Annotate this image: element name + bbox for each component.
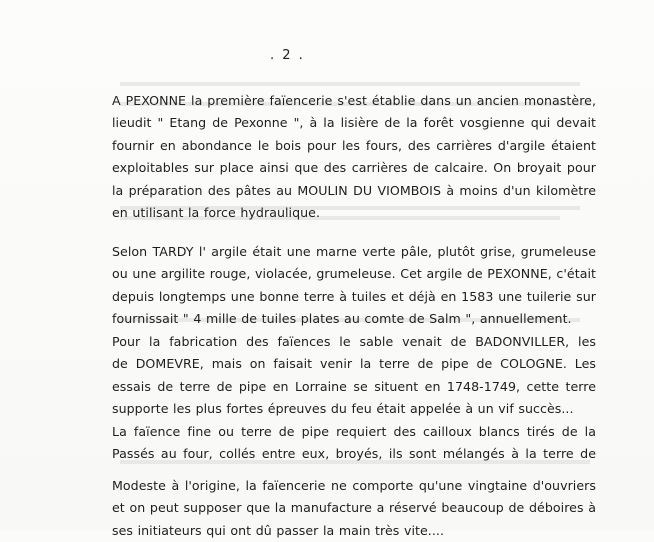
text-line: supporte les plus fortes épreuves du feu était appelée à un vif succès... [112, 401, 574, 417]
paragraph-materials [112, 331, 596, 465]
text-line: Pour la fabrication des faïences le sable venait de BADONVILLER, les [112, 334, 596, 349]
page-number: . 2 . [270, 48, 305, 63]
text-line: ses initiateurs qui ont dû passer la main très vite.... [112, 522, 445, 538]
text-line: de DOMEVRE, mais on faisait venir la terre de pipe de COLOGNE. Les [112, 356, 596, 372]
text-line: exploitables sur place ainsi que des carrières de calcaire. On broyait pour [112, 160, 596, 176]
text-line: lieudit " Etang de Pexonne ", à la lisière de la forêt vosgienne qui devait [112, 115, 596, 131]
text-line: et on peut supposer que la manufacture a réservé beaucoup de déboires à [112, 500, 596, 516]
text-line: A PEXONNE la première faïencerie s'est établie dans un ancien monastère, [112, 93, 596, 108]
text-line: Passés au four, collés entre eux, broyés, ils sont mélangés à la terre de [112, 445, 596, 461]
paragraph-tardy-clay [112, 241, 596, 331]
paragraph-modest-origin [112, 475, 596, 542]
text-line: la préparation des pâtes au MOULIN DU VIOMBOIS à moins d'un kilomètre [112, 182, 596, 198]
text-line: La faïence fine ou terre de pipe requiert des cailloux blancs tirés de la [112, 423, 596, 439]
paragraph-pexonne-founding [112, 90, 596, 224]
text-line: ou une argilite rouge, violacée, grumeleuse. Cet argile de PEXONNE, c'était [112, 266, 596, 282]
text-line: en utilisant la force hydraulique. [112, 204, 321, 220]
text-line: fournissait " 4 mille de tuiles plates au comte de Salm ", annuellement. [112, 311, 572, 327]
text-line: essais de terre de pipe en Lorraine se situent en 1748-1749, cette terre [112, 378, 596, 394]
text-line: fournir en abondance le bois pour les fours, des carrières d'argile étaient [112, 137, 596, 153]
text-line: Selon TARDY l' argile était une marne verte pâle, plutôt grise, grumeleuse [112, 244, 596, 259]
text-line: Modeste à l'origine, la faïencerie ne comporte qu'une vingtaine d'ouvriers [112, 478, 596, 493]
text-line: depuis longtemps une bonne terre à tuiles et déjà en 1583 une tuilerie sur [112, 288, 596, 304]
